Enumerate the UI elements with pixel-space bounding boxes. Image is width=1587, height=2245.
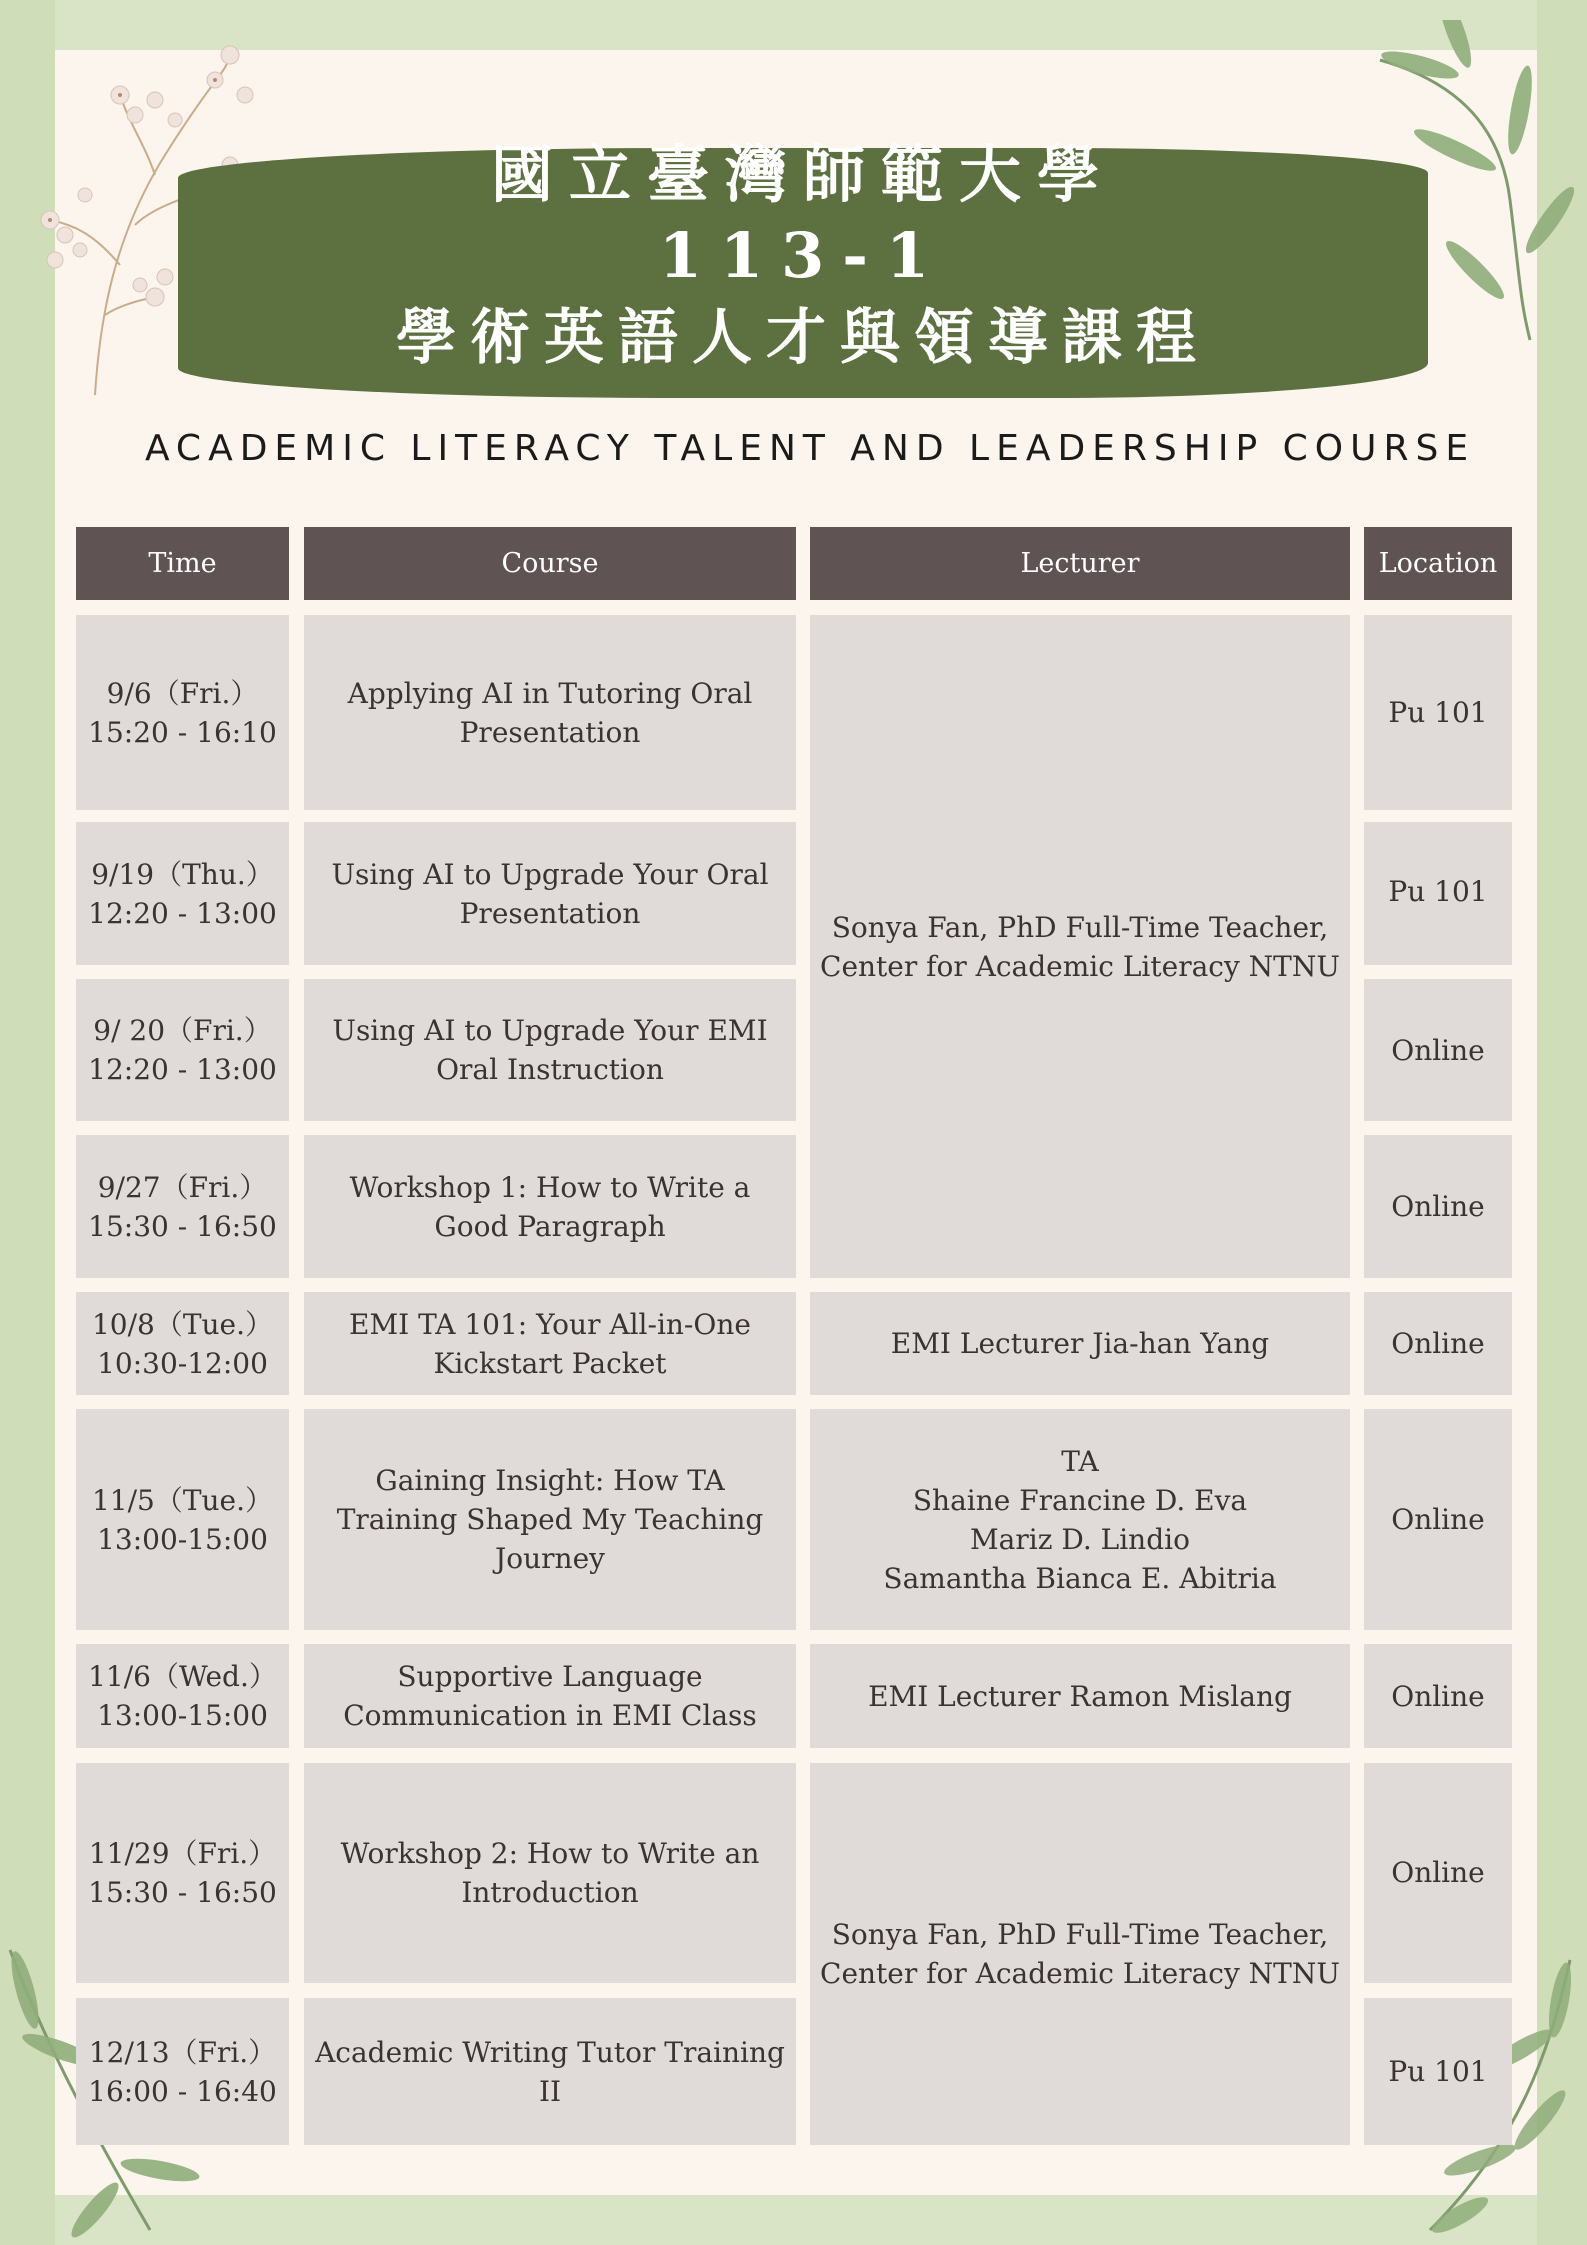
table-row-course: Using AI to Upgrade Your Oral Presentation — [304, 822, 796, 965]
lecturer-cell-group1 — [810, 615, 1350, 1278]
table-row-course: EMI TA 101: Your All-in-One Kickstart Packet — [304, 1292, 796, 1395]
table-row-location: Pu 101 — [1364, 822, 1512, 965]
table-row-time — [76, 1135, 289, 1278]
lecturer-line: Sonya Fan, PhD Full-Time Teacher, — [831, 910, 1329, 944]
row-date: 10/8（Tue.） — [91, 1307, 274, 1341]
table-row-course: Gaining Insight: How TA Training Shaped My Teaching Journey — [304, 1409, 796, 1630]
table-row-time — [76, 822, 289, 965]
row-date: 11/6（Wed.） — [88, 1660, 277, 1693]
header-location: Location — [1364, 527, 1512, 600]
lecturer-line: Center for Academic Literacy NTNU — [820, 949, 1340, 983]
table-row-time — [76, 1998, 289, 2145]
row-time: 13:00-15:00 — [97, 1699, 268, 1732]
table-row-time — [76, 615, 289, 810]
row-time: 15:20 - 16:10 — [88, 715, 277, 749]
table-row-time — [76, 1409, 289, 1630]
lecturer-line: Samantha Bianca E. Abitria — [883, 1561, 1277, 1595]
table-row-location: Online — [1364, 1409, 1512, 1630]
table-row-location: Online — [1364, 1644, 1512, 1748]
header-time: Time — [76, 527, 289, 600]
table-row-location: Online — [1364, 1763, 1512, 1983]
row-time: 10:30-12:00 — [97, 1346, 268, 1380]
semester-code: 113-1 — [658, 219, 948, 292]
table-row-location: Pu 101 — [1364, 615, 1512, 810]
row-time: 16:00 - 16:40 — [88, 2074, 277, 2108]
table-row-course: Workshop 1: How to Write a Good Paragraph — [304, 1135, 796, 1278]
header-course: Course — [304, 527, 796, 600]
lecturer-line: Sonya Fan, PhD Full-Time Teacher, — [831, 1918, 1329, 1951]
table-row-course: Academic Writing Tutor Training II — [304, 1998, 796, 2145]
course-title-chinese: 學術英語人才與領導課程 — [396, 303, 1210, 373]
row-date: 9/ 20（Fri.） — [93, 1014, 272, 1047]
header-lecturer: Lecturer — [810, 527, 1350, 600]
table-row-time — [76, 1763, 289, 1983]
table-row-time — [76, 979, 289, 1121]
table-row-time — [76, 1292, 289, 1395]
lecturer-line: TA — [1061, 1444, 1099, 1478]
university-name: 國立臺灣師範大學 — [490, 138, 1115, 211]
lecturer-cell: EMI Lecturer Ramon Mislang — [810, 1644, 1350, 1748]
lecturer-cell: EMI Lecturer Jia-han Yang — [810, 1292, 1350, 1395]
row-date: 12/13（Fri.） — [88, 2035, 277, 2069]
row-date: 9/27（Fri.） — [97, 1170, 268, 1204]
lecturer-line: Shaine Francine D. Eva — [912, 1483, 1248, 1517]
table-row-location: Online — [1364, 1292, 1512, 1395]
lecturer-cell-group2 — [810, 1763, 1350, 2145]
table-row-course: Using AI to Upgrade Your EMI Oral Instruction — [304, 979, 796, 1121]
table-row-course: Supportive Language Communication in EMI Class — [304, 1644, 796, 1748]
table-row-location: Online — [1364, 1135, 1512, 1278]
row-time: 15:30 - 16:50 — [88, 1876, 277, 1909]
table-row-course: Applying AI in Tutoring Oral Presentation — [304, 615, 796, 810]
row-time: 15:30 - 16:50 — [88, 1209, 277, 1243]
title-banner-text — [178, 130, 1428, 384]
row-date: 11/29（Fri.） — [88, 1837, 277, 1870]
row-time: 13:00-15:00 — [97, 1522, 268, 1556]
lecturer-cell — [810, 1409, 1350, 1630]
row-date: 9/19（Thu.） — [91, 857, 274, 891]
row-date: 9/6（Fri.） — [106, 676, 259, 710]
table-row-course: Workshop 2: How to Write an Introduction — [304, 1763, 796, 1983]
row-date: 11/5（Tue.） — [91, 1483, 274, 1517]
row-time: 12:20 - 13:00 — [88, 1053, 277, 1086]
table-row-location: Pu 101 — [1364, 1998, 1512, 2145]
lecturer-line: Center for Academic Literacy NTNU — [820, 1957, 1340, 1990]
table-row-location: Online — [1364, 979, 1512, 1121]
course-title-english: ACADEMIC LITERACY TALENT AND LEADERSHIP COURSE — [144, 428, 1476, 469]
lecturer-line: Mariz D. Lindio — [970, 1522, 1190, 1556]
row-time: 12:20 - 13:00 — [88, 896, 277, 930]
table-row-time — [76, 1644, 289, 1748]
